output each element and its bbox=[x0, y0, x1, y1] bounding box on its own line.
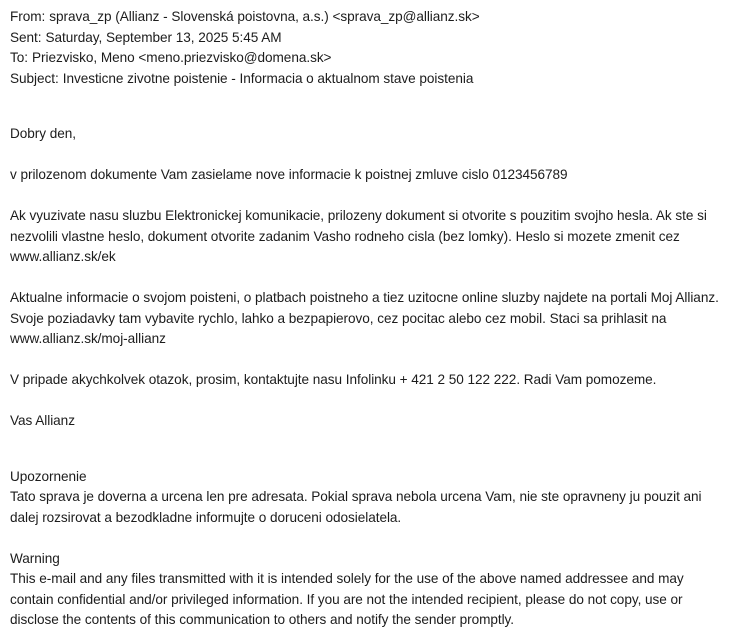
paragraph-password-info: Ak vyuzivate nasu sluzbu Elektronickej komunikacie, prilozeny dokument si otvorite s pouzitim svojho hesla. Ak ste si nezvolili vlastne heslo, dokument otvorite zadanim Vasho rodneho cisla (bez lomky). Heslo si mozete zmenit cez www.allianz.sk/ek bbox=[10, 208, 707, 264]
header-to-label: To: bbox=[10, 50, 28, 65]
notice-en-text: This e-mail and any files transmitted with it is intended solely for the use of the above named addressee and may contain confidential and/or privileged information. If you are not the intended recipient, please do not copy, use or disclose the contents of this communication to others and notify the sender promptly. bbox=[10, 571, 684, 627]
header-from-label: From: bbox=[10, 9, 46, 24]
header-sent bbox=[10, 28, 724, 49]
greeting-text: Dobry den, bbox=[10, 126, 76, 141]
header-subject bbox=[10, 69, 724, 90]
header-subject-value: Investicne zivotne poistenie - Informacia o aktualnom stave poistenia bbox=[62, 70, 474, 86]
header-from bbox=[10, 7, 724, 28]
header-sent-value: Saturday, September 13, 2025 5:45 AM bbox=[45, 29, 282, 45]
notice-sk-title: Upozornenie bbox=[10, 468, 87, 484]
header-from-value: sprava_zp (Allianz - Slovenská poistovna, a.s.) <sprava_zp@allianz.sk> bbox=[49, 9, 480, 24]
email-headers bbox=[10, 7, 724, 89]
header-to-value: Priezvisko, Meno <meno.priezvisko@domena.sk> bbox=[31, 50, 332, 65]
notice-en-title: Warning bbox=[10, 550, 60, 566]
paragraph-attachment-info: v prilozenom dokumente Vam zasielame nove informacie k poistnej zmluve cislo 0123456789 bbox=[10, 167, 568, 182]
paragraph-portal-info: Aktualne informacie o svojom poisteni, o platbach poistneho a tiez uzitocne online sluzby najdete na portali Moj Allianz. Svoje poziadavky tam vybavite rychlo, lahko a bezpapierovo, cez pocitac alebo cez mobil. Staci sa prihlasit na www.allianz.sk/moj-allianz bbox=[10, 290, 719, 346]
header-subject-label: Subject: bbox=[10, 70, 59, 86]
signature-text: Vas Allianz bbox=[10, 413, 75, 428]
email-body bbox=[10, 124, 724, 631]
notice-sk-text: Tato sprava je doverna a urcena len pre adresata. Pokial sprava nebola urcena Vam, nie ste opravneny ju pouzit ani dalej rozsirovat a bezodkladne informujte o doruceni odosielatela. bbox=[10, 489, 702, 525]
header-sent-label: Sent: bbox=[10, 29, 42, 45]
header-to bbox=[10, 48, 724, 69]
paragraph-infoline: V pripade akychkolvek otazok, prosim, kontaktujte nasu Infolinku + 421 2 50 122 222. Radi Vam pomozeme. bbox=[10, 372, 657, 387]
